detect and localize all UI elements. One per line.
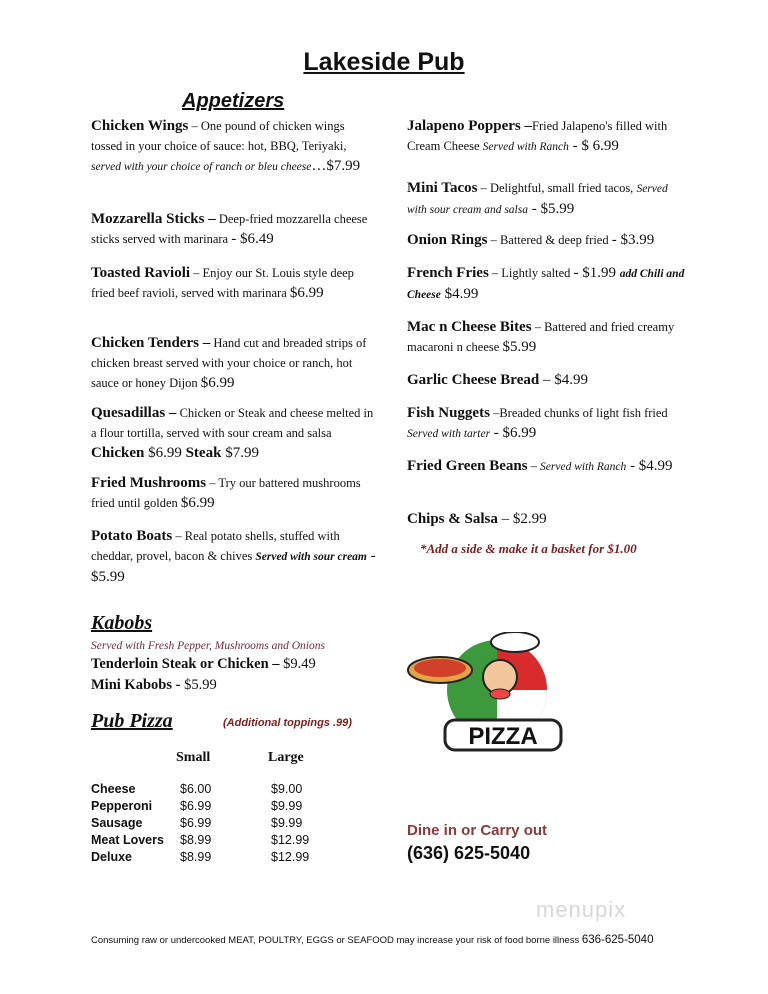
item-description: Steak bbox=[185, 445, 222, 461]
item-name: Mac n Cheese Bites bbox=[407, 319, 532, 335]
menu-item bbox=[91, 473, 376, 513]
item-description: – One pound of chicken wings tossed in your choice of sauce: hot, BBQ, Teriyaki, bbox=[91, 119, 347, 153]
item-description: – Real potato shells, stuffed with cheddar, provel, bacon & chives bbox=[91, 529, 340, 563]
item-price: $6.99 bbox=[289, 285, 324, 301]
item-name: Chips & Salsa bbox=[407, 511, 498, 527]
pizza-name: Meat Lovers bbox=[91, 833, 164, 847]
footer-warning bbox=[91, 934, 653, 946]
pizza-large-price: $9.99 bbox=[271, 799, 303, 813]
menu-item bbox=[91, 116, 376, 177]
item-description: add Chili and Cheese bbox=[407, 268, 685, 301]
menu-item bbox=[91, 333, 376, 393]
item-name: Garlic Cheese Bread bbox=[407, 372, 540, 388]
col-small: Small bbox=[176, 750, 211, 765]
item-name: Fried Green Beans bbox=[407, 458, 528, 474]
item-name: Fried Mushrooms bbox=[91, 475, 207, 491]
item-description: – Delightful, small fried tacos, bbox=[477, 181, 637, 195]
item-description: Chicken bbox=[91, 445, 145, 461]
pizza-small-price: $6.00 bbox=[180, 782, 212, 796]
pizza-chef-logo bbox=[405, 632, 570, 754]
menu-item bbox=[407, 403, 687, 444]
item-description: Served with sour cream and salsa bbox=[407, 183, 668, 216]
item-price: - $1.99 bbox=[573, 265, 620, 281]
pizza-small-price: $6.99 bbox=[180, 816, 212, 830]
menu-item bbox=[407, 317, 687, 357]
pizza-name: Cheese bbox=[91, 782, 136, 796]
item-description: – Battered & deep fried bbox=[487, 233, 612, 247]
warning-text: Consuming raw or undercooked MEAT, POULTRY, EGGS or SEAFOOD may increase your risk of food borne illness bbox=[91, 935, 582, 946]
menu-item bbox=[407, 370, 687, 390]
item-description: – Lightly salted bbox=[488, 266, 574, 280]
pizza-large-price: $12.99 bbox=[271, 850, 310, 864]
toppings-note: (Additional toppings .99) bbox=[223, 717, 352, 729]
kabob-item bbox=[91, 656, 316, 673]
item-name: Toasted Ravioli bbox=[91, 265, 191, 281]
menu-item bbox=[407, 116, 687, 157]
pizza-small-price: $8.99 bbox=[180, 833, 212, 847]
item-price: – $4.99 bbox=[539, 372, 588, 388]
item-name: Onion Rings bbox=[407, 232, 488, 248]
dine-in-tagline: Dine in or Carry out bbox=[407, 822, 548, 839]
item-description: Served with Ranch bbox=[540, 461, 627, 473]
item-price: $5.99 bbox=[502, 339, 537, 355]
pizza-small-price: $6.99 bbox=[180, 799, 212, 813]
item-name: Chicken Wings bbox=[91, 118, 189, 134]
pizza-name: Sausage bbox=[91, 816, 143, 830]
pizza-small-price: $8.99 bbox=[180, 850, 212, 864]
item-description: Chicken or Steak and cheese melted in a flour tortilla, served with sour cream and salsa bbox=[91, 406, 374, 440]
watermark: menupix bbox=[536, 897, 627, 922]
item-price: - $ 6.99 bbox=[568, 138, 619, 154]
item-price: – $2.99 bbox=[497, 511, 547, 527]
item-price: - $5.99 bbox=[91, 548, 376, 585]
item-price: - $6.49 bbox=[231, 231, 274, 247]
item-name: Jalapeno Poppers – bbox=[407, 118, 533, 134]
pizza-large-price: $9.99 bbox=[271, 816, 303, 830]
item-name: French Fries bbox=[407, 265, 489, 281]
item-name: Mini Tacos bbox=[407, 180, 478, 196]
menu-item bbox=[91, 209, 376, 249]
kabobs-subtitle: Served with Fresh Pepper, Mushrooms and Onions bbox=[91, 640, 325, 652]
logo-text: PIZZA bbox=[468, 723, 538, 750]
item-description: Deep-fried mozzarella cheese sticks served with marinara bbox=[91, 212, 368, 246]
page-title: Lakeside Pub bbox=[303, 48, 465, 76]
item-description: Hand cut and breaded strips of chicken breast served with your choice or ranch, hot sauce or honey Dijon bbox=[91, 336, 367, 390]
menu-item bbox=[91, 403, 376, 463]
col-large: Large bbox=[268, 750, 304, 765]
kabob-price: $5.99 bbox=[184, 677, 217, 693]
basket-note: *Add a side & make it a basket for $1.00 bbox=[420, 541, 637, 556]
kabob-price: $9.49 bbox=[283, 656, 316, 672]
pizza-name: Pepperoni bbox=[91, 799, 153, 813]
pizza-heading: Pub Pizza bbox=[91, 710, 173, 732]
item-description: – Try our battered mushrooms fried until golden bbox=[91, 476, 361, 510]
item-description: Served with sour cream bbox=[255, 551, 367, 563]
item-description: served with your choice of ranch or bleu cheese bbox=[91, 161, 312, 173]
item-price: - $6.99 bbox=[490, 425, 537, 441]
kabob-item bbox=[91, 677, 217, 694]
item-description: – Battered and fried creamy macaroni n cheese bbox=[407, 320, 675, 354]
item-name: Quesadillas – bbox=[91, 405, 177, 421]
pizza-large-price: $9.00 bbox=[271, 782, 303, 796]
item-name: Mozzarella Sticks – bbox=[91, 211, 216, 227]
pizza-name: Deluxe bbox=[91, 850, 132, 864]
item-price: - $4.99 bbox=[626, 458, 673, 474]
kabobs-heading: Kabobs bbox=[91, 612, 153, 634]
item-description: Served with tarter bbox=[407, 428, 491, 440]
menu-item bbox=[407, 263, 687, 305]
item-description: –Breaded chunks of light fish fried bbox=[489, 406, 668, 420]
item-description: Served with Ranch bbox=[482, 141, 569, 153]
appetizers-heading: Appetizers bbox=[182, 90, 285, 112]
item-price: $6.99 bbox=[180, 495, 215, 511]
kabob-name: Mini Kabobs - bbox=[91, 677, 185, 693]
phone-number: (636) 625-5040 bbox=[407, 843, 531, 863]
menu-item bbox=[407, 456, 687, 477]
item-price: $6.99 bbox=[144, 445, 186, 461]
item-name: Chicken Tenders – bbox=[91, 335, 211, 351]
item-price: $6.99 bbox=[200, 375, 235, 391]
footer-phone: 636-625-5040 bbox=[581, 934, 654, 946]
kabob-name: Tenderloin Steak or Chicken – bbox=[91, 656, 284, 672]
item-name: Fish Nuggets bbox=[407, 405, 490, 421]
item-description: – bbox=[527, 459, 541, 473]
menu-item bbox=[91, 263, 376, 303]
item-price: $7.99 bbox=[221, 445, 259, 461]
item-name: Potato Boats bbox=[91, 528, 173, 544]
menu-item bbox=[407, 509, 687, 529]
pizza-large-price: $12.99 bbox=[271, 833, 310, 847]
menu-item bbox=[407, 178, 687, 220]
menu-item bbox=[407, 230, 687, 250]
item-price: …$7.99 bbox=[311, 158, 361, 174]
item-description: Fried Jalapeno's filled with Cream Cheese bbox=[407, 119, 668, 153]
item-description: – Enjoy our St. Louis style deep fried beef ravioli, served with marinara bbox=[91, 266, 354, 300]
item-price: - $5.99 bbox=[527, 201, 575, 217]
menu-item bbox=[91, 526, 376, 587]
item-price: - $3.99 bbox=[611, 232, 655, 248]
item-price: $4.99 bbox=[440, 286, 479, 302]
